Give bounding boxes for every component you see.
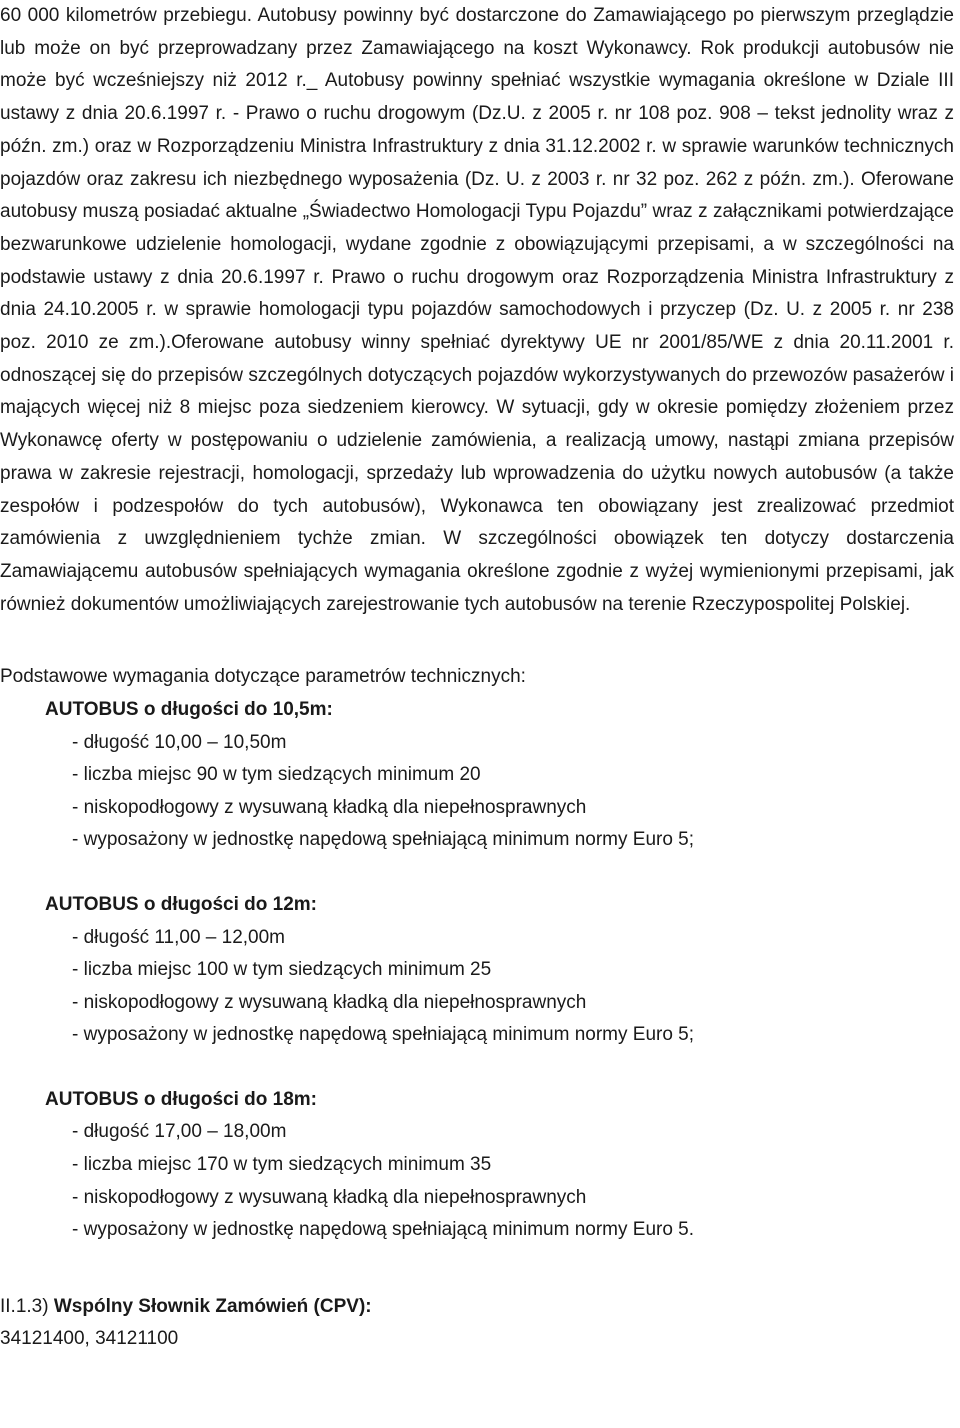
cpv-section	[0, 1291, 954, 1356]
cpv-heading	[0, 1291, 954, 1324]
bus-title: AUTOBUS o długości do 10,5m:	[45, 698, 333, 720]
bus-spec-list	[45, 1116, 954, 1246]
bus-title: AUTOBUS o długości do 12m:	[45, 893, 318, 915]
bus-spec-item: - wyposażony w jednostkę napędową spełniającą minimum normy Euro 5;	[72, 829, 695, 851]
bus-spec-item: - długość 10,00 – 10,50m	[72, 731, 287, 753]
bus-spec-item: - niskopodłogowy z wysuwaną kładką dla niepełnosprawnych	[72, 796, 587, 818]
bus-spec-item: - wyposażony w jednostkę napędową spełniającą minimum normy Euro 5.	[72, 1219, 695, 1241]
bus-block-10-5m	[45, 694, 954, 857]
requirements-lead: Podstawowe wymagania dotyczące parametrów technicznych:	[0, 666, 526, 688]
bus-block-18m	[45, 1084, 954, 1247]
bus-spec-item: - liczba miejsc 90 w tym siedzących minimum 20	[72, 764, 481, 786]
bus-spec-list	[45, 727, 954, 857]
bus-spec-list	[45, 922, 954, 1052]
intro-paragraph: 60 000 kilometrów przebiegu. Autobusy powinny być dostarczone do Zamawiającego po pierwszym przeglądzie lub może on być przeprowadzany przez Zamawiającego na koszt Wykonawcy. Rok produkcji autobusów nie może być wcześniejszy niż 2012 r._ Autobusy powinny spełniać wszystkie wymagania określone w Dziale III ustawy z dnia 20.6.1997 r. - Prawo o ruchu drogowym (Dz.U. z 2005 r. nr 108 poz. 908 – tekst jednolity wraz z późn. zm.) oraz w Rozporządzeniu Ministra Infrastruktury z dnia 31.12.2002 r. w sprawie warunków technicznych pojazdów oraz zakresu ich niezbędnego wyposażenia (Dz. U. z 2003 r. nr 32 poz. 262 z późn. zm.). Oferowane autobusy muszą posiadać aktualne „Świadectwo Homologacji Typu Pojazdu” wraz z załącznikami potwierdzające bezwarunkowe udzielenie homologacji, wydane zgodnie z obowiązującymi przepisami, a w szczególności na podstawie ustawy z dnia 20.6.1997 r. Prawo o ruchu drogowym oraz Rozporządzenia Ministra Infrastruktury z dnia 24.10.2005 r. w sprawie homologacji typu pojazdów samochodowych i przyczep (Dz. U. z 2005 r. nr 238 poz. 2010 ze zm.).Oferowane autobusy winny spełniać dyrektywy UE nr 2001/85/WE z dnia 20.11.2001 r. odnoszącej się do przepisów szczególnych dotyczących pojazdów wykorzystywanych do przewozów pasażerów i mających więcej niż 8 miejsc poza siedzeniem kierowcy. W sytuacji, gdy w okresie pomiędzy złożeniem przez Wykonawcę oferty w postępowaniu o udzielenie zamówienia, a realizacją umowy, nastąpi zmiana przepisów prawa w zakresie rejestracji, homologacji, sprzedaży lub wprowadzenia do użytku nowych autobusów (a także zespołów i podzespołów do tych autobusów), Wykonawca ten obowiązany jest zrealizować przedmiot zamówienia z uwzględnieniem tychże zmian. W szczególności obowiązek ten dotyczy dostarczenia Zamawiającemu autobusów spełniających wymagania określone zgodnie z wyżej wymienionymi przepisami, jak również dokumentów umożliwiających zarejestrowanie tych autobusów na terenie Rzeczypospolitej Polskiej.	[0, 5, 954, 615]
cpv-section-number: II.1.3)	[0, 1295, 49, 1317]
bus-title: AUTOBUS o długości do 18m:	[45, 1088, 318, 1110]
bus-spec-item: - długość 17,00 – 18,00m	[72, 1121, 287, 1143]
bus-spec-item: - długość 11,00 – 12,00m	[72, 926, 286, 948]
cpv-label: Wspólny Słownik Zamówień (CPV):	[53, 1295, 372, 1317]
bus-spec-item: - niskopodłogowy z wysuwaną kładką dla niepełnosprawnych	[72, 991, 587, 1013]
bus-spec-item: - niskopodłogowy z wysuwaną kładką dla niepełnosprawnych	[72, 1186, 587, 1208]
bus-spec-item: - liczba miejsc 100 w tym siedzących minimum 25	[72, 959, 492, 981]
bus-block-12m	[45, 889, 954, 1052]
cpv-codes: 34121400, 34121100	[0, 1328, 179, 1350]
bus-spec-item: - wyposażony w jednostkę napędową spełniającą minimum normy Euro 5;	[72, 1024, 695, 1046]
bus-spec-item: - liczba miejsc 170 w tym siedzących minimum 35	[72, 1154, 492, 1176]
